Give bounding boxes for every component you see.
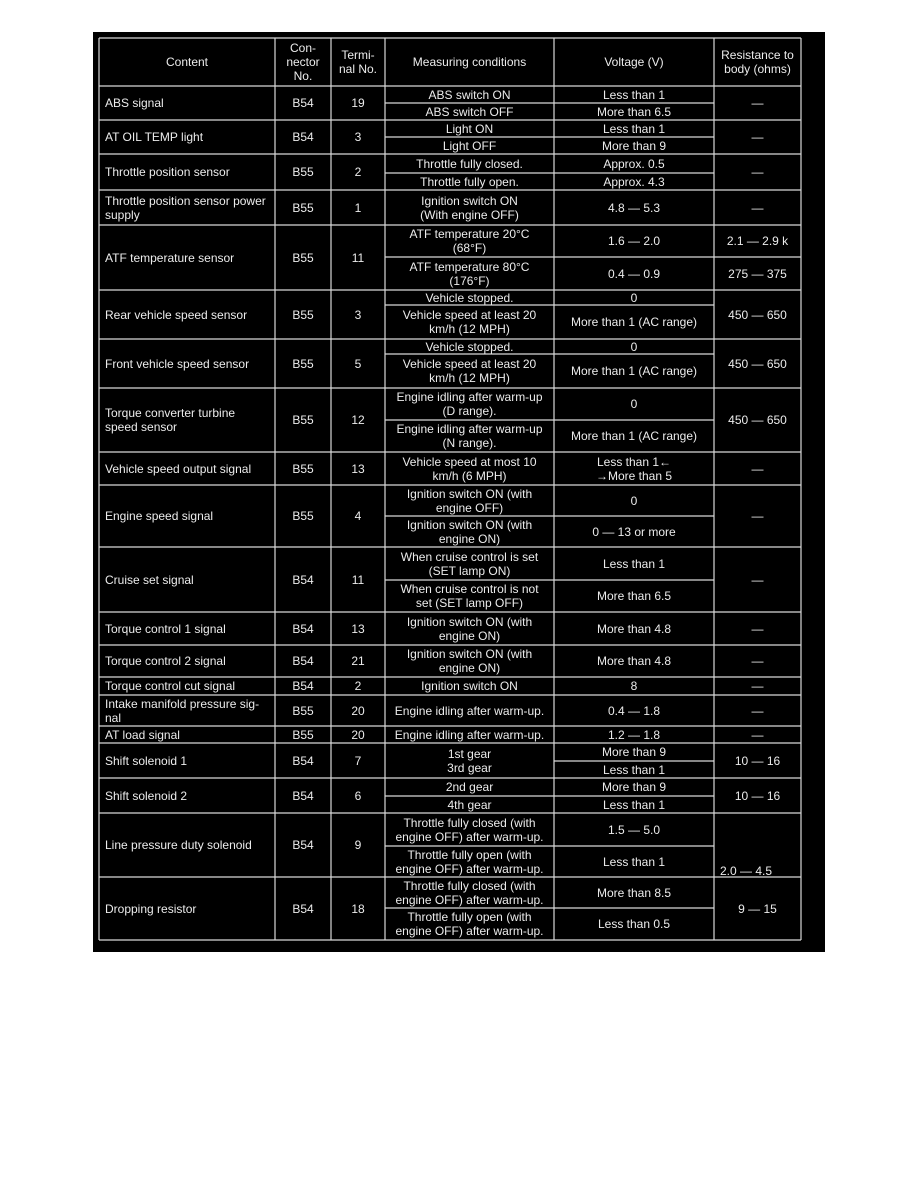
row-voltage: More than 4.8 [596, 621, 672, 636]
row-connector: B55 [292, 250, 314, 265]
row-voltage: More than 6.5 [596, 589, 672, 603]
row-voltage: 4.8 — 5.3 [607, 200, 661, 215]
row-terminal: 11 [351, 250, 365, 265]
row-connector: B54 [292, 572, 314, 587]
row-connector: B54 [292, 654, 314, 668]
row-resistance: 450 — 650 [728, 307, 787, 322]
spec-table-panel [93, 32, 825, 952]
row-voltage: Less than 1 [602, 854, 666, 869]
row-content: Torque converter turbine speed sensor [105, 406, 236, 434]
row-terminal: 20 [351, 703, 365, 718]
row-content: Line pressure duty solenoid [105, 838, 252, 852]
row-content: Torque control cut signal [105, 679, 236, 693]
row-resistance: — [751, 165, 764, 179]
header-resistance: Resistance to body (ohms) [721, 48, 794, 76]
row-voltage: 8 [630, 679, 638, 693]
row-condition: Light ON [445, 121, 494, 136]
row-connector: B55 [292, 509, 314, 523]
row-condition: ATF temperature 20°C (68°F) [409, 227, 530, 255]
row-voltage: More than 8.5 [596, 885, 672, 900]
row-resistance: 2.1 — 2.9 k [726, 234, 789, 248]
row-terminal: 7 [354, 753, 362, 768]
row-content: Vehicle speed output signal [105, 461, 252, 476]
row-voltage: Less than 1 [602, 797, 666, 812]
row-resistance: — [751, 572, 764, 587]
row-content: ABS signal [105, 96, 164, 110]
row-terminal: 13 [351, 461, 365, 476]
header-connector: Con- nector No. [286, 41, 320, 83]
row-voltage: Less than 1 [602, 87, 666, 102]
row-connector: B55 [292, 165, 314, 179]
row-condition: ABS switch ON [428, 87, 511, 102]
row-voltage: Approx. 4.3 [603, 174, 665, 189]
row-terminal: 19 [351, 96, 365, 110]
row-voltage: 0 [630, 493, 638, 508]
row-resistance: 9 — 15 [738, 901, 777, 916]
row-voltage: 1.6 — 2.0 [607, 234, 661, 248]
row-voltage: 1.2 — 1.8 [607, 727, 661, 742]
row-condition: Ignition switch ON (with engine ON) [406, 517, 533, 546]
row-connector: B55 [292, 727, 314, 742]
row-condition: Ignition switch ON (with engine ON) [406, 647, 533, 675]
row-condition: Throttle fully closed (with engine OFF) after warm-up. [395, 815, 544, 844]
row-resistance: 450 — 650 [728, 413, 787, 427]
row-condition: When cruise control is set (SET lamp ON) [400, 549, 539, 578]
row-condition: Throttle fully closed (with engine OFF) after warm-up. [395, 878, 544, 907]
row-resistance: — [751, 727, 764, 742]
row-resistance: — [751, 679, 764, 693]
row-connector: B55 [292, 200, 314, 215]
header-conditions: Measuring conditions [412, 55, 527, 69]
row-condition: Engine idling after warm-up (D range). [396, 390, 543, 418]
row-terminal: 5 [354, 356, 362, 371]
row-condition: Throttle fully open (with engine OFF) after warm-up. [395, 910, 544, 938]
header-content: Content [165, 55, 209, 69]
row-resistance: 10 — 16 [734, 788, 781, 803]
row-resistance: — [751, 703, 764, 718]
row-condition: Vehicle stopped. [425, 290, 514, 305]
row-content: Dropping resistor [105, 901, 197, 916]
row-condition: ABS switch OFF [425, 104, 514, 119]
row-resistance: — [751, 200, 764, 215]
row-content: Shift solenoid 2 [105, 788, 188, 803]
row-terminal: 20 [351, 727, 365, 742]
row-resistance: — [751, 130, 764, 144]
row-voltage: More than 4.8 [596, 654, 672, 668]
row-voltage: 0 [630, 339, 638, 354]
row-connector: B54 [292, 679, 314, 693]
row-voltage: More than 9 [601, 138, 667, 153]
row-voltage: 0 — 13 or more [592, 524, 676, 539]
row-terminal: 3 [354, 307, 362, 322]
row-terminal: 1 [354, 200, 362, 215]
row-voltage: Approx. 0.5 [603, 156, 665, 171]
row-terminal: 21 [351, 654, 365, 668]
row-voltage: Less than 1 [602, 762, 666, 777]
row-voltage: More than 1 (AC range) [570, 315, 698, 329]
row-terminal: 9 [354, 838, 362, 852]
row-resistance: 275 — 375 [728, 266, 787, 281]
row-resistance: — [751, 509, 764, 523]
row-content: ATF temperature sensor [105, 250, 235, 265]
row-connector: B55 [292, 461, 314, 476]
row-content: Torque control 1 signal [105, 621, 226, 636]
row-voltage: 0 [630, 290, 638, 305]
row-condition: Ignition switch ON (with engine OFF) [406, 486, 533, 515]
row-voltage: Less than 1 [602, 121, 666, 136]
row-condition: Ignition switch ON (With engine OFF) [420, 193, 519, 222]
row-voltage: More than 6.5 [596, 104, 672, 119]
row-voltage: Less than 1 [602, 556, 666, 571]
row-terminal: 13 [351, 621, 365, 636]
row-resistance: 450 — 650 [728, 356, 787, 371]
row-connector: B54 [292, 96, 314, 110]
row-condition: Engine idling after warm-up. [394, 727, 545, 742]
row-condition: Engine idling after warm-up (N range). [396, 422, 543, 450]
row-content: Rear vehicle speed sensor [105, 307, 248, 322]
row-voltage: 0.4 — 1.8 [607, 703, 661, 718]
row-condition: Throttle fully open. [420, 174, 519, 189]
row-voltage: Less than 1← →More than 5 [595, 454, 673, 483]
row-connector: B54 [292, 753, 314, 768]
row-voltage: Less than 0.5 [597, 917, 671, 931]
row-content: Cruise set signal [105, 572, 194, 587]
row-content: Shift solenoid 1 [105, 753, 188, 768]
row-content: Throttle position sensor power supply [105, 193, 266, 222]
row-condition: 2nd gear [445, 780, 494, 794]
row-resistance: 10 — 16 [734, 753, 781, 768]
row-terminal: 3 [354, 130, 362, 144]
row-terminal: 4 [354, 509, 362, 523]
row-terminal: 12 [351, 413, 365, 427]
row-voltage: More than 9 [601, 780, 667, 794]
row-connector: B54 [292, 838, 314, 852]
row-connector: B54 [292, 621, 314, 636]
row-resistance: — [751, 621, 764, 636]
row-condition: 4th gear [447, 797, 492, 812]
header-voltage: Voltage (V) [604, 55, 664, 69]
header-terminal: Termi- nal No. [338, 48, 378, 76]
row-condition: Throttle fully closed. [416, 156, 523, 171]
row-content: Front vehicle speed sensor [105, 356, 250, 371]
row-connector: B55 [292, 307, 314, 322]
row-connector: B55 [292, 703, 314, 718]
row-content: Intake manifold pressure sig- nal [105, 696, 260, 725]
row-resistance: — [751, 96, 764, 110]
row-condition: Vehicle speed at least 20 km/h (12 MPH) [402, 357, 537, 385]
row-condition: Vehicle speed at least 20 km/h (12 MPH) [402, 308, 537, 336]
row-terminal: 11 [351, 572, 365, 587]
row-condition: Light OFF [442, 138, 497, 153]
row-voltage: 0.4 — 0.9 [607, 266, 661, 281]
row-condition: Engine idling after warm-up. [394, 703, 545, 718]
row-voltage: 0 [630, 397, 638, 411]
row-condition: Vehicle speed at most 10 km/h (6 MPH) [402, 454, 537, 483]
row-content: Throttle position sensor [105, 165, 230, 179]
row-content: Engine speed signal [105, 509, 214, 523]
row-voltage: More than 1 (AC range) [570, 364, 698, 378]
row-condition: ATF temperature 80°C (176°F) [409, 259, 530, 288]
row-condition: When cruise control is not set (SET lamp OFF) [400, 582, 539, 610]
row-resistance: — [751, 461, 764, 476]
row-resistance: 2.0 — 4.5 [720, 864, 773, 878]
row-condition: Ignition switch ON [421, 679, 518, 693]
row-voltage: 1.5 — 5.0 [607, 822, 661, 837]
row-terminal: 2 [354, 165, 362, 179]
row-terminal: 2 [354, 679, 362, 693]
row-content: AT OIL TEMP light [105, 130, 204, 144]
row-terminal: 6 [354, 788, 362, 803]
row-connector: B54 [292, 788, 314, 803]
row-condition: Ignition switch ON (with engine ON) [406, 614, 533, 643]
row-condition: Vehicle stopped. [425, 339, 514, 354]
row-condition: 1st gear 3rd gear [447, 746, 492, 775]
row-resistance: — [751, 654, 764, 668]
row-connector: B55 [292, 356, 314, 371]
row-voltage: More than 1 (AC range) [570, 429, 698, 443]
row-connector: B54 [292, 901, 314, 916]
row-condition: Throttle fully open (with engine OFF) after warm-up. [395, 847, 544, 876]
row-terminal: 18 [351, 901, 365, 916]
row-content: Torque control 2 signal [105, 654, 226, 668]
row-connector: B55 [292, 413, 314, 427]
row-voltage: More than 9 [601, 745, 667, 759]
row-connector: B54 [292, 130, 314, 144]
row-content: AT load signal [105, 727, 180, 742]
